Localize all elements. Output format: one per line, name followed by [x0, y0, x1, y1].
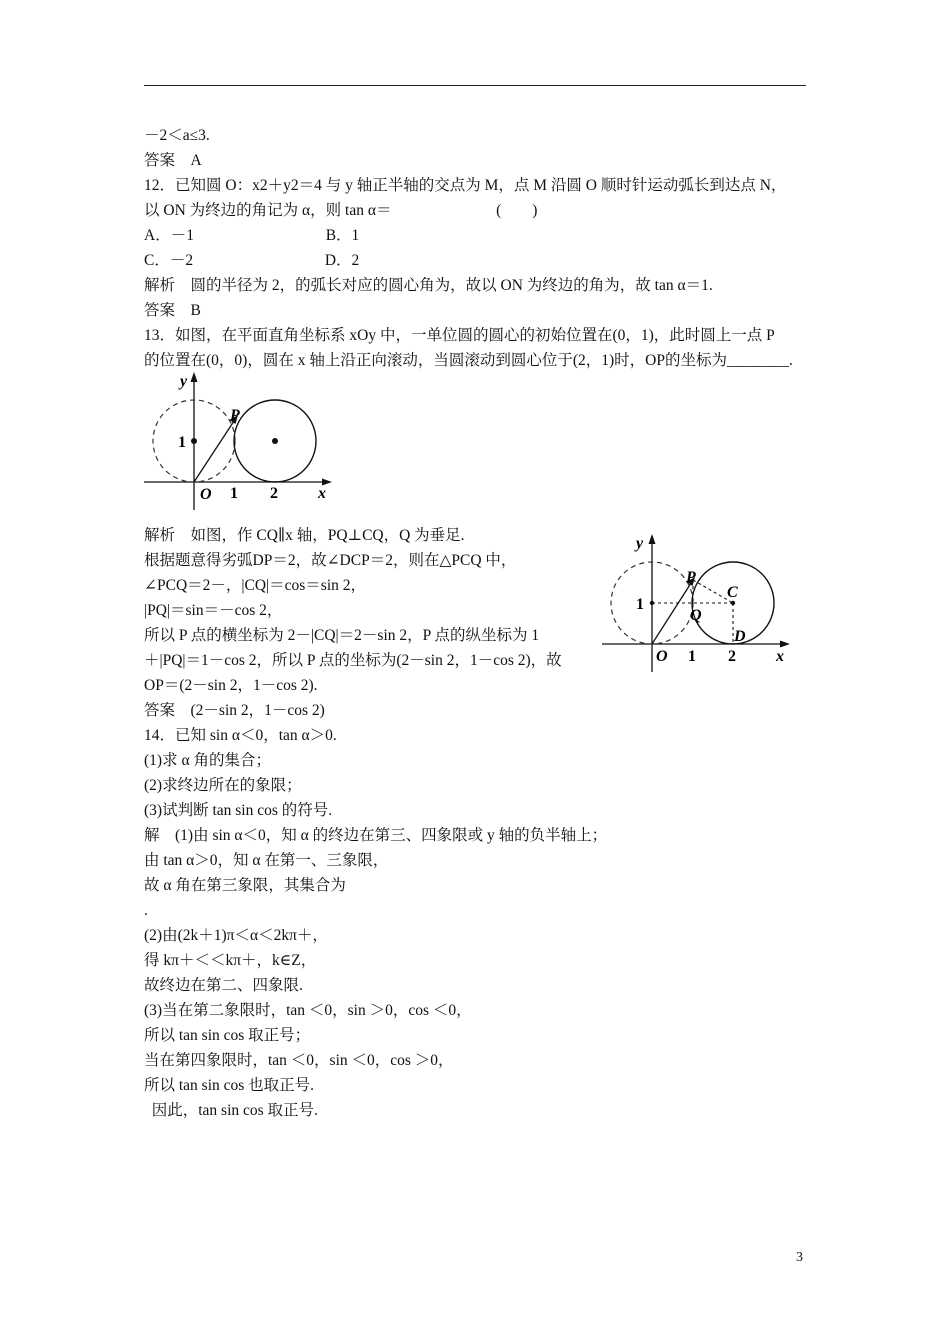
answer-12: 答案 B [144, 302, 201, 319]
solution-12: 解析 圆的半径为 2，的弧长对应的圆心角为，故以 ON 为终边的角为，故 tan α＝1. [144, 277, 713, 294]
origin-label: O [656, 648, 668, 665]
solution-14-line9: 所以 tan sin cos 取正号； [144, 1027, 311, 1044]
solution-14-line4: . [144, 902, 148, 919]
question-12: 12．已知圆 O：x2＋y2＝4 与 y 轴正半轴的交点为 M，点 M 沿圆 O 顺时针运动弧长到达点 N， [144, 177, 787, 194]
x-tick-2: 2 [728, 648, 736, 665]
solution-14-line3: 故 α 角在第三象限，其集合为 [144, 877, 346, 894]
x-tick-1: 1 [230, 485, 238, 502]
question-13-cont: 的位置在(0，0)，圆在 x 轴上沿正向滚动，当圆滚动到圆心位于(2，1)时，OP的坐标为________. [144, 352, 793, 369]
x-tick-1: 1 [688, 648, 696, 665]
question-14: 14．已知 sin α＜0，tan α＞0. [144, 727, 337, 744]
solution-13-line7: OP＝(2－sin 2，1－cos 2). [144, 677, 318, 694]
solution-14-line10: 当在第四象限时，tan ＜0，sin ＜0，cos ＞0， [144, 1052, 454, 1069]
question-13: 13．如图，在平面直角坐标系 xOy 中，一单位圆的圆心的初始位置在(0，1)，此时圆上一点 P [144, 327, 775, 344]
solution-13-line4: |PQ|＝sin＝－cos 2， [144, 602, 283, 619]
solution-14-line11: 所以 tan sin cos 也取正号. [144, 1077, 315, 1094]
answer-13: 答案 (2－sin 2，1－cos 2) [144, 702, 325, 719]
question-14-part3: (3)试判断 tan sin cos 的符号. [144, 802, 333, 819]
figure-rolling-circle-initial [140, 370, 340, 515]
figure-rolling-circle-solution [598, 530, 798, 675]
y-axis-label: y [636, 535, 644, 552]
solution-14-line2: 由 tan α＞0，知 α 在第一、三象限， [144, 852, 389, 869]
solution-14-line1: 解 (1)由 sin α＜0，知 α 的终边在第三、四象限或 y 轴的负半轴上； [144, 827, 608, 844]
y-tick-1: 1 [178, 434, 186, 451]
point-p-label: P [686, 569, 696, 586]
choice-row-ab: A．－1 B．1 [144, 227, 360, 244]
solution-13-line6: ＋|PQ|＝1－cos 2，所以 P 点的坐标为(2－sin 2，1－cos 2)，故 [144, 652, 562, 669]
point-c-label: C [727, 584, 738, 601]
point-p-label: P [230, 407, 240, 424]
solution-13-line2: 根据题意得劣弧DP＝2，故∠DCP＝2，则在△PCQ 中， [144, 552, 517, 569]
solution-14-line5: (2)由(2k＋1)π＜α＜2kπ＋， [144, 927, 328, 944]
choice-row-cd: C．－2 D．2 [144, 252, 360, 269]
page-number: 3 [796, 1250, 803, 1265]
solution-13-line3: ∠PCQ＝2－，|CQ|＝cos＝sin 2， [144, 577, 367, 594]
question-14-part1: (1)求 α 角的集合； [144, 752, 271, 769]
solution-14-line6: 得 kπ＋＜＜kπ＋，k∈Z， [144, 952, 317, 969]
point-d-label: D [734, 628, 746, 645]
solution-14-line12: 因此，tan sin cos 取正号. [144, 1102, 318, 1119]
x-axis-label: x [776, 648, 784, 665]
y-axis-label: y [180, 373, 188, 390]
x-tick-2: 2 [270, 485, 278, 502]
origin-label: O [200, 486, 212, 503]
question-14-part2: (2)求终边所在的象限； [144, 777, 302, 794]
header-rule [144, 85, 806, 86]
solution-14-line7: 故终边在第二、四象限. [144, 977, 303, 994]
text-line: －2＜a≤3. [144, 127, 210, 144]
point-q-label: Q [690, 607, 702, 624]
solution-13: 解析 如图，作 CQ∥x 轴，PQ⊥CQ，Q 为垂足. [144, 527, 465, 544]
question-12-cont: 以 ON 为终边的角记为 α，则 tan α＝ ( ) [144, 202, 538, 219]
answer-line: 答案 A [144, 152, 202, 169]
solution-14-line8: (3)当在第二象限时，tan ＜0，sin ＞0，cos ＜0， [144, 1002, 472, 1019]
x-axis-label: x [318, 485, 326, 502]
solution-13-line5: 所以 P 点的横坐标为 2－|CQ|＝2－sin 2，P 点的纵坐标为 1 [144, 627, 540, 644]
y-tick-1: 1 [636, 596, 644, 613]
